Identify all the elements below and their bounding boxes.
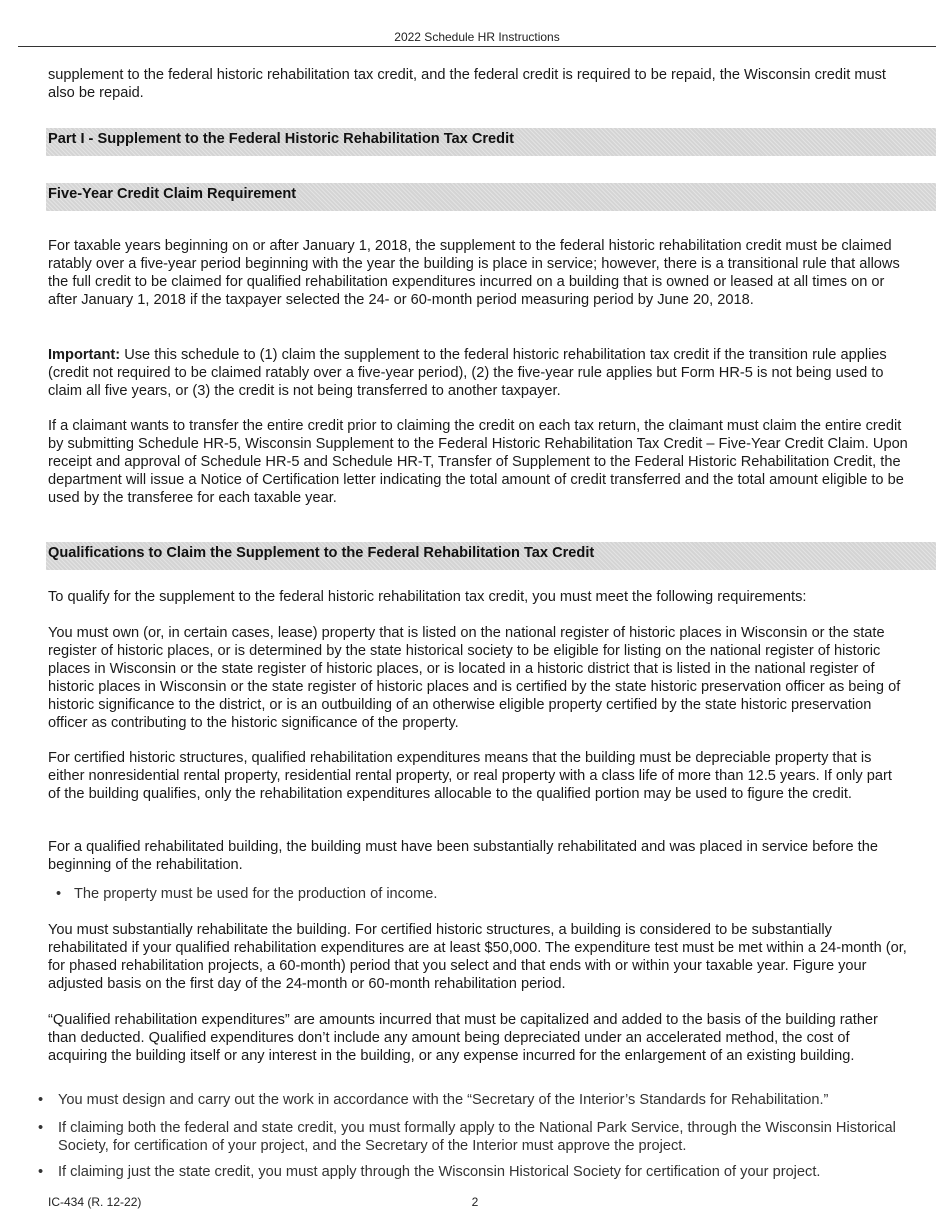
section-heading-qualifications: Qualifications to Claim the Supplement to the Federal Rehabilitation Tax Credit <box>46 542 936 570</box>
expenditures-paragraph: For certified historic structures, qualified rehabilitation expenditures means that the building must be depreciable property that is either nonresidential rental property, residential rental property, or real property with a class life of more than 12.5 years. If only part of the building qualifies, only the rehabilitation expenditures allocable to the qualified portion may be used to figure the credit. <box>48 750 892 802</box>
list-item <box>38 1163 910 1181</box>
ownership-paragraph: You must own (or, in certain cases, lease) property that is listed on the national register of historic places in Wisconsin or the state register of historic places, or is determined by the state historical society to be eligible for listing on the national register of historic places in Wisconsin or the state register of historic places, or is located in a historic district that is listed in the national register of historic places in Wisconsin or the state register of historic places and is certified by the state historic preservation officer as being of historic significance to the district, or is an outbuilding of an otherwise eligible property certified by the state historic preservation officer as contributing to the historic significance of the property. <box>48 625 901 731</box>
list-item-text: The property must be used for the production of income. <box>74 886 438 902</box>
list-item-text: If claiming just the state credit, you must apply through the Wisconsin Historical Society for certification of your project. <box>58 1164 821 1180</box>
substantial-rehab-paragraph: You must substantially rehabilitate the building. For certified historic structures, a building is considered to be substantially rehabilitated if your qualified rehabilitation expenditures are at least $50,000. The expenditure test must be met within a 24-month (or, for phased rehabilitation projects, a 60-month) period that you select and that ends with or within your taxable year. Figure your adjusted basis on the first day of the 24-month or 60-month rehabilitation period. <box>48 922 907 992</box>
list-item <box>38 1091 910 1109</box>
section-heading-part-1: Part I - Supplement to the Federal Historic Rehabilitation Tax Credit <box>46 128 936 156</box>
important-paragraph <box>48 346 908 400</box>
important-label: Important: <box>48 347 121 363</box>
page-number: 2 <box>471 1195 479 1209</box>
bullet-icon: • <box>38 1164 44 1180</box>
bullet-icon: • <box>38 1092 44 1108</box>
list-item <box>56 885 910 903</box>
bullet-icon: • <box>38 1120 44 1136</box>
qualified-expenditures-paragraph: “Qualified rehabilitation expenditures” are amounts incurred that must be capitalized and added to the basis of the building rather than deducted. Qualified expenditures don’t include any amount being depreciated under an accelerated method, the cost of acquiring the building itself or any interest in the building, or any expense incurred for the enlargement of an existing building. <box>48 1012 878 1064</box>
form-id: IC-434 (R. 12-22) <box>48 1195 142 1209</box>
five-year-paragraph: For taxable years beginning on or after January 1, 2018, the supplement to the federal historic rehabilitation credit must be claimed ratably over a five-year period beginning with the year the building is place in service; however, there is a transitional rule that allows the full credit to be claimed for qualified rehabilitation expenditures incurred on a building that is owned or leased at all times on or after January 1, 2018 if the taxpayer selected the 24- or 60-month period measuring period by June 20, 2018. <box>48 238 900 308</box>
list-item-text: You must design and carry out the work in accordance with the “Secretary of the Interior’s Standards for Rehabilitation.” <box>58 1092 829 1108</box>
transfer-paragraph: If a claimant wants to transfer the entire credit prior to claiming the credit on each tax return, the claimant must claim the entire credit by submitting Schedule HR-5, Wisconsin Supplement to the Federal Historic Rehabilitation Tax Credit – Five-Year Credit Claim. Upon receipt and approval of Schedule HR-5 and Schedule HR-T, Transfer of Supplement to the Federal Historic Rehabilitation Credit, the department will issue a Notice of Certification letter indicating the total amount of credit transferred and the total amount eligible to be used by the transferee for each taxable year. <box>48 418 908 506</box>
page-header: 2022 Schedule HR Instructions <box>18 30 936 47</box>
qualify-intro-paragraph: To qualify for the supplement to the federal historic rehabilitation tax credit, you must meet the following requirements: <box>48 589 807 605</box>
list-item-text: If claiming both the federal and state credit, you must formally apply to the National Park Service, through the Wisconsin Historical Society, for certification of your project, and the Secretary of the Interior must approve the project. <box>58 1120 896 1154</box>
list-item <box>38 1119 910 1155</box>
section-heading-five-year: Five-Year Credit Claim Requirement <box>46 183 936 211</box>
important-text: Use this schedule to (1) claim the supplement to the federal historic rehabilitation tax credit if the transition rule applies (credit not required to be claimed ratably over a five-year period), (2) the five-year rule applies but Form HR-5 is not being used to claim all five years, or (3) the credit is not being transferred to another taxpayer. <box>48 347 887 399</box>
bullet-icon: • <box>56 886 62 902</box>
intro-paragraph: supplement to the federal historic rehabilitation tax credit, and the federal credit is required to be repaid, the Wisconsin credit must also be repaid. <box>48 67 886 101</box>
rehabilitated-building-paragraph: For a qualified rehabilitated building, the building must have been substantially rehabilitated and was placed in service before the beginning of the rehabilitation. <box>48 839 878 873</box>
